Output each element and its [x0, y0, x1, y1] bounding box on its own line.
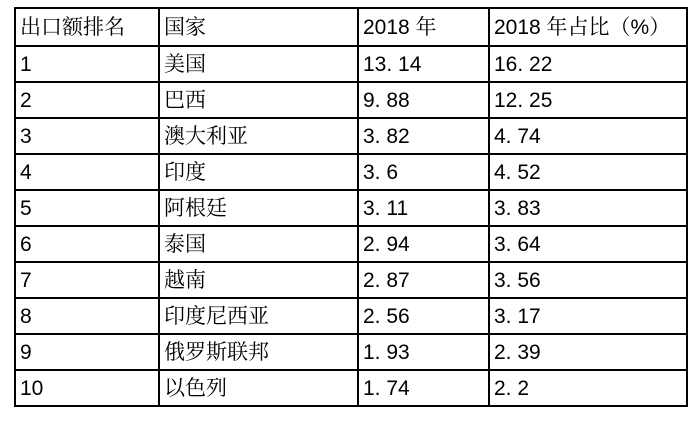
cell-country: 巴西 [159, 82, 358, 118]
cell-value-2018: 13. 14 [358, 46, 489, 82]
cell-share-2018: 12. 25 [489, 82, 687, 118]
cell-rank: 1 [15, 46, 159, 82]
cell-share-2018: 3. 56 [489, 262, 687, 298]
cell-share-2018: 16. 22 [489, 46, 687, 82]
cell-rank: 7 [15, 262, 159, 298]
table-row [15, 226, 687, 262]
cell-value-2018: 3. 11 [358, 190, 489, 226]
table-row [15, 370, 687, 406]
table-row [15, 154, 687, 190]
cell-country: 俄罗斯联邦 [159, 334, 358, 370]
cell-rank: 8 [15, 298, 159, 334]
cell-rank: 5 [15, 190, 159, 226]
table-row [15, 334, 687, 370]
cell-rank: 6 [15, 226, 159, 262]
cell-country: 越南 [159, 262, 358, 298]
cell-country: 泰国 [159, 226, 358, 262]
table-row [15, 190, 687, 226]
cell-value-2018: 1. 93 [358, 334, 489, 370]
cell-country: 印度 [159, 154, 358, 190]
cell-value-2018: 1. 74 [358, 370, 489, 406]
cell-share-2018: 4. 52 [489, 154, 687, 190]
column-header-2018-value: 2018 年 [358, 8, 489, 46]
export-ranking-table [14, 7, 688, 407]
column-header-country: 国家 [159, 8, 358, 46]
table-row [15, 46, 687, 82]
cell-country: 澳大利亚 [159, 118, 358, 154]
cell-rank: 4 [15, 154, 159, 190]
cell-value-2018: 2. 87 [358, 262, 489, 298]
cell-country: 阿根廷 [159, 190, 358, 226]
cell-value-2018: 2. 56 [358, 298, 489, 334]
cell-rank: 3 [15, 118, 159, 154]
cell-share-2018: 3. 83 [489, 190, 687, 226]
cell-country: 以色列 [159, 370, 358, 406]
column-header-2018-share: 2018 年占比（%） [489, 8, 687, 46]
cell-value-2018: 2. 94 [358, 226, 489, 262]
cell-rank: 2 [15, 82, 159, 118]
cell-share-2018: 3. 17 [489, 298, 687, 334]
cell-share-2018: 4. 74 [489, 118, 687, 154]
cell-share-2018: 2. 2 [489, 370, 687, 406]
table-row [15, 82, 687, 118]
cell-country: 印度尼西亚 [159, 298, 358, 334]
cell-rank: 10 [15, 370, 159, 406]
cell-value-2018: 3. 82 [358, 118, 489, 154]
header-row [15, 8, 687, 46]
table-row [15, 262, 687, 298]
cell-value-2018: 3. 6 [358, 154, 489, 190]
column-header-rank: 出口额排名 [15, 8, 159, 46]
cell-share-2018: 2. 39 [489, 334, 687, 370]
table-row [15, 118, 687, 154]
cell-country: 美国 [159, 46, 358, 82]
table-row [15, 298, 687, 334]
cell-share-2018: 3. 64 [489, 226, 687, 262]
cell-rank: 9 [15, 334, 159, 370]
cell-value-2018: 9. 88 [358, 82, 489, 118]
